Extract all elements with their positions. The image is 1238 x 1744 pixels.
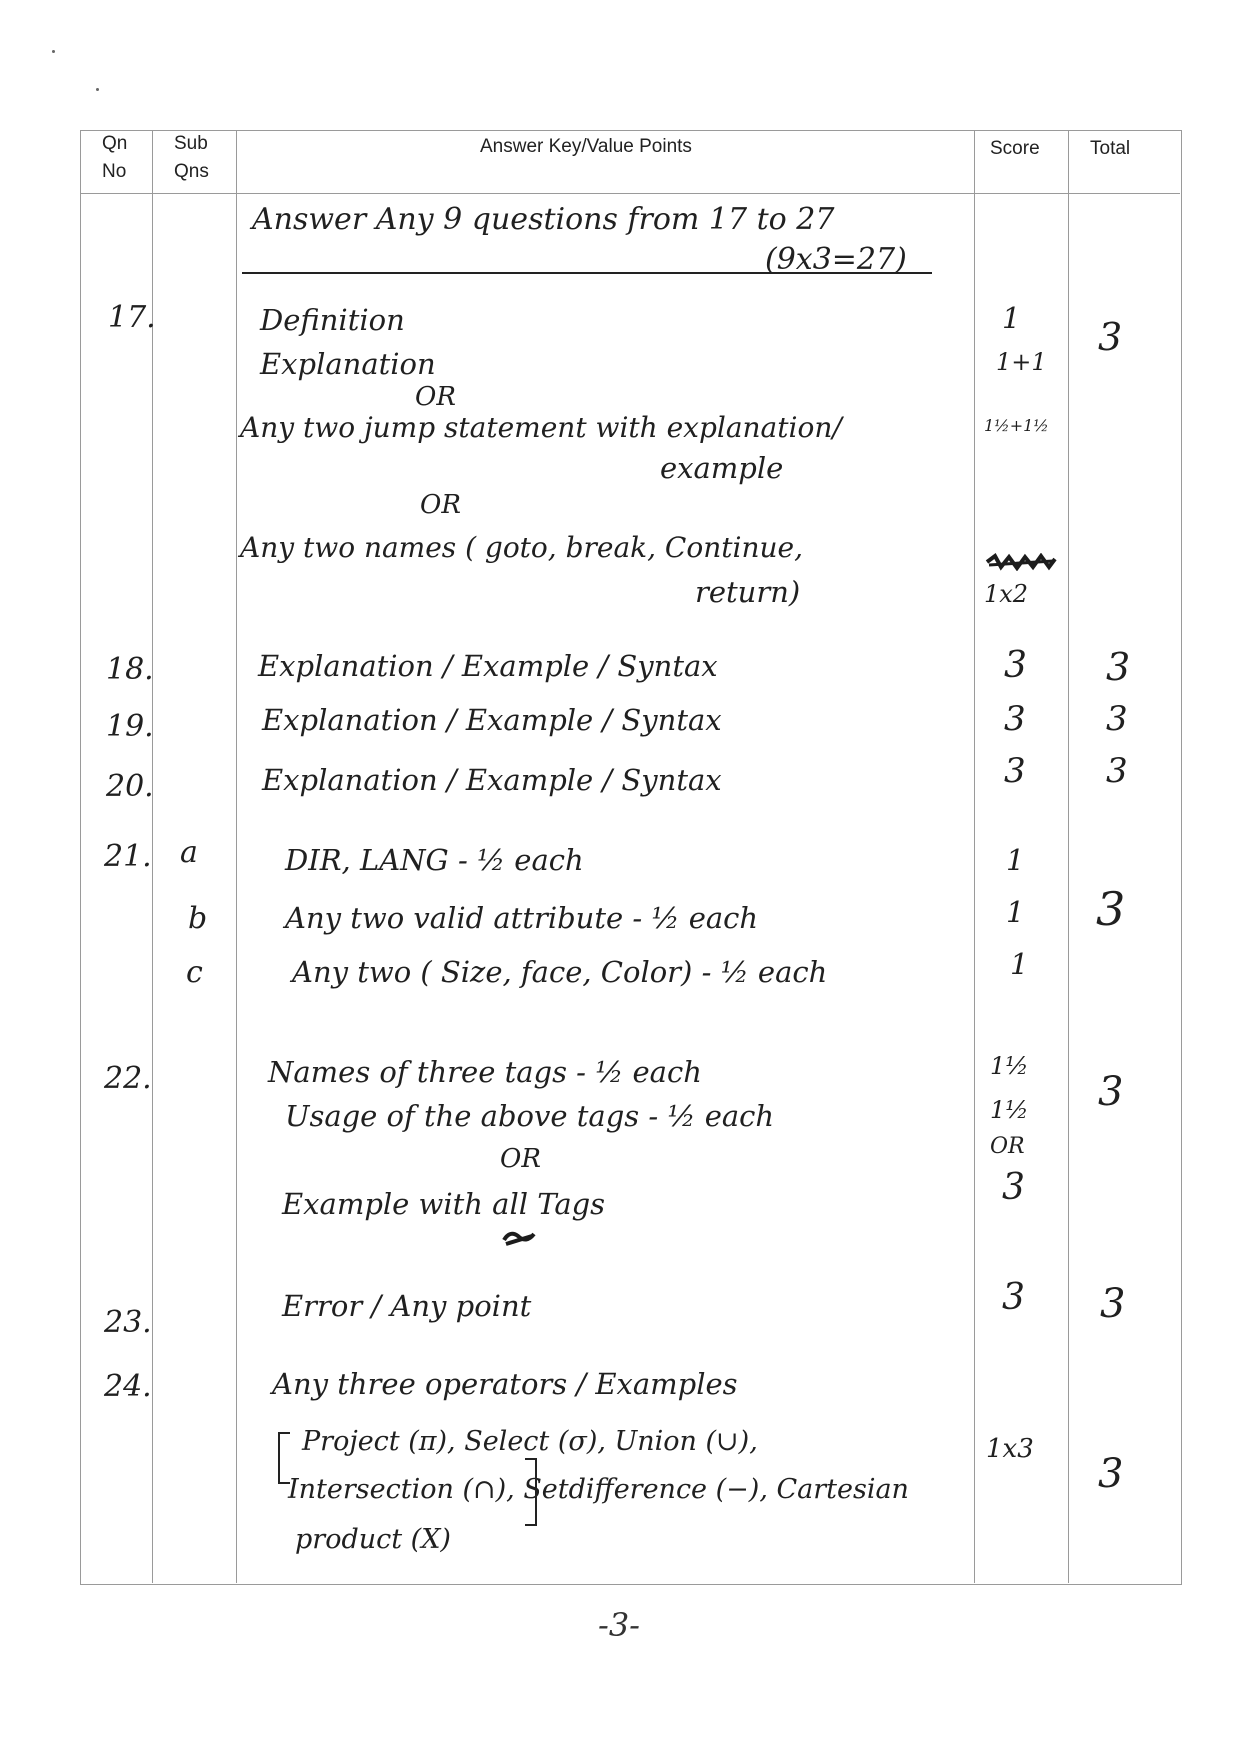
q17-score-1: 1 <box>1002 301 1021 335</box>
crossed-out-mark <box>985 553 1057 571</box>
q17-score-4: 1x2 <box>984 580 1029 608</box>
q23-text: Error / Any point <box>282 1289 532 1323</box>
q17-line-definition: Definition <box>260 303 405 337</box>
q21-c-text: Any two ( Size, face, Color) - ½ each <box>292 955 828 989</box>
q22-line-usage: Usage of the above tags - ½ each <box>285 1099 775 1133</box>
q19-text: Explanation / Example / Syntax <box>262 703 722 737</box>
q18-score: 3 <box>1004 645 1027 686</box>
q17-or-1: OR <box>415 382 456 412</box>
q24-score: 1x3 <box>986 1434 1034 1464</box>
q19-total: 3 <box>1106 699 1128 739</box>
q18-total: 3 <box>1106 645 1131 689</box>
instruction-marks: (9x3=27) <box>765 242 907 277</box>
qn-22: 22. <box>104 1061 152 1096</box>
scribbled-out-or <box>502 1230 536 1248</box>
q21-sub-a: a <box>180 835 198 870</box>
q21-sub-b: b <box>188 901 208 936</box>
scan-speck <box>52 50 55 53</box>
q24-line-project: Project (π), Select (σ), Union (∪), <box>302 1426 758 1457</box>
q20-text: Explanation / Example / Syntax <box>262 763 722 797</box>
header-sub-qns: Sub Qns <box>174 133 209 182</box>
q24-line-intersection: Intersection (∩), Setdifference (−), Cartesian <box>288 1474 909 1505</box>
q17-line-explanation: Explanation <box>260 347 436 381</box>
instruction-underline <box>242 272 932 274</box>
q21-sub-c: c <box>186 955 203 990</box>
q22-total: 3 <box>1098 1069 1124 1115</box>
scan-speck <box>96 88 99 91</box>
qn-18: 18. <box>106 652 154 687</box>
q22-score-2: 1½ <box>990 1096 1029 1124</box>
qn-21: 21. <box>104 839 152 874</box>
header-qn-no: Qn No <box>102 133 128 182</box>
column-divider <box>152 130 153 1583</box>
q24-line-operators: Any three operators / Examples <box>272 1367 738 1401</box>
q17-score-2: 1+1 <box>996 348 1047 376</box>
column-divider <box>1068 130 1069 1583</box>
header-divider <box>80 193 1180 194</box>
qn-17: 17. <box>108 300 156 335</box>
q24-total: 3 <box>1098 1451 1124 1497</box>
qn-20: 20. <box>106 769 154 804</box>
q22-line-names: Names of three tags - ½ each <box>268 1055 702 1089</box>
q17-line-jump-statement: Any two jump statement with explanation/ <box>240 411 842 444</box>
q17-line-names: Any two names ( goto, break, Continue, <box>240 531 803 564</box>
header-score: Score <box>990 138 1040 159</box>
q23-total: 3 <box>1100 1281 1126 1327</box>
q22-score-1: 1½ <box>990 1052 1029 1080</box>
q21-a-score: 1 <box>1006 843 1025 877</box>
header-total: Total <box>1090 138 1131 159</box>
header-answer-key: Answer Key/Value Points <box>480 136 692 157</box>
q21-b-text: Any two valid attribute - ½ each <box>285 901 759 935</box>
qn-23: 23. <box>104 1305 152 1340</box>
close-bracket <box>525 1458 537 1526</box>
q24-line-product: product (X) <box>295 1524 451 1555</box>
q17-line-return: return) <box>695 575 801 609</box>
q22-score-3: 3 <box>1002 1167 1025 1208</box>
q21-total: 3 <box>1096 882 1126 936</box>
q23-score: 3 <box>1002 1277 1025 1318</box>
qn-19: 19. <box>106 709 154 744</box>
q21-c-score: 1 <box>1010 947 1029 981</box>
column-divider <box>974 130 975 1583</box>
q17-score-3: 1½+1½ <box>984 416 1049 435</box>
q20-score: 3 <box>1004 751 1026 791</box>
instruction-text: Answer Any 9 questions from 17 to 27 <box>252 202 835 237</box>
q22-or: OR <box>500 1144 541 1174</box>
page-number: -3- <box>598 1606 640 1644</box>
column-divider <box>236 130 237 1583</box>
qn-24: 24. <box>104 1369 152 1404</box>
q22-line-example: Example with all Tags <box>282 1187 606 1221</box>
q20-total: 3 <box>1106 751 1128 791</box>
q22-score-or: OR <box>990 1134 1025 1159</box>
q21-b-score: 1 <box>1006 895 1025 929</box>
q19-score: 3 <box>1004 699 1026 739</box>
q21-a-text: DIR, LANG - ½ each <box>285 843 584 877</box>
q18-text: Explanation / Example / Syntax <box>258 649 718 683</box>
q17-total: 3 <box>1098 315 1123 359</box>
q17-line-jump-example: example <box>660 451 784 485</box>
q17-or-2: OR <box>420 490 461 520</box>
